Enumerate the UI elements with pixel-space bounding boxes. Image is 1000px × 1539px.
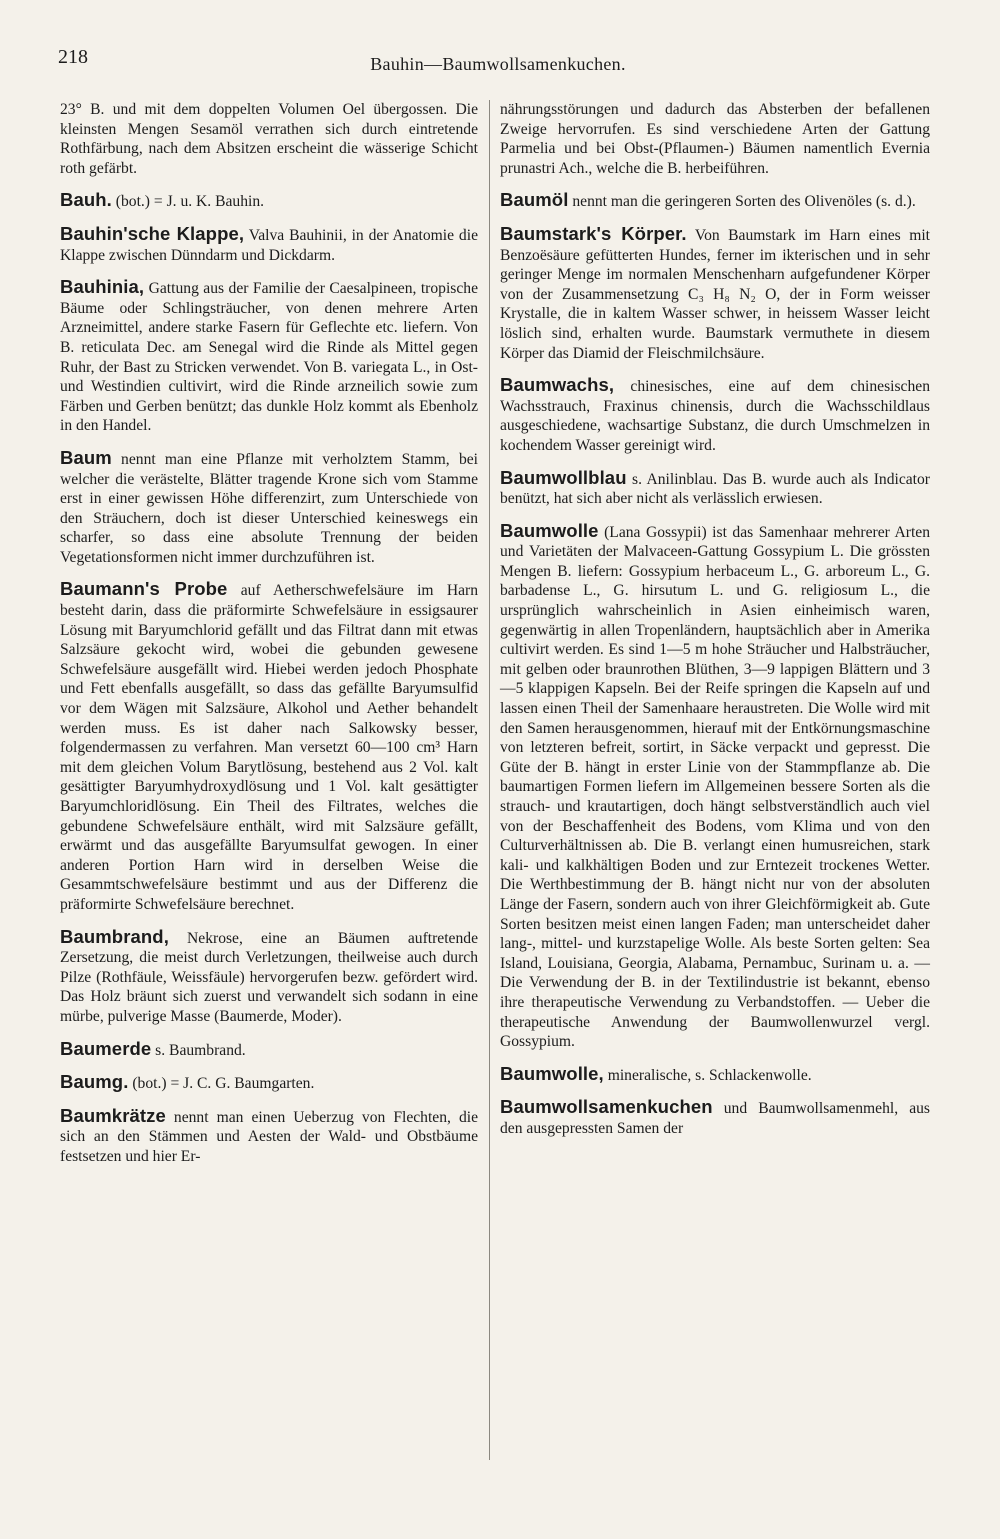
page-header (58, 46, 938, 76)
entry-paragraph (60, 100, 478, 178)
entry-headword: Baumerde (60, 1037, 152, 1059)
dictionary-entry (500, 1064, 930, 1086)
dictionary-entry (60, 1039, 478, 1061)
dictionary-entry (60, 1106, 478, 1167)
entry-paragraph (500, 224, 930, 363)
entry-headword: Baumwollsamenkuchen (500, 1096, 713, 1118)
entry-text: chinesisches, eine auf dem chinesischen Wachsstrauch, Fraxinus chinensis, durch die Wachsschildlaus ausgeschiedene, wachsartige Substanz, die durch Umschmelzen in kochendem Wasser gereinigt wird. (500, 378, 930, 454)
entry-paragraph (500, 1097, 930, 1138)
dictionary-entry (500, 521, 930, 1052)
entry-headword: Bauhin'sche Klappe, (60, 222, 245, 244)
entry-paragraph (60, 1106, 478, 1167)
right-column (500, 100, 930, 1151)
entry-text: nennt man eine Pflanze mit verholztem Stamm, bei welcher die verästelte, Blätter tragende Krone sich vom Stamme erst in einer gewissen Höhe differenzirt, zum Unterschiede von den Sträuchern, doch ist dieser Unterschied keineswegs ein scharfer, so dass eine absolute Trennung der beiden Vegetationsformen nicht immer durchzuführen ist. (60, 450, 478, 566)
running-title: Bauhin—Baumwollsamenkuchen. (370, 54, 626, 74)
page-number: 218 (58, 46, 88, 68)
dictionary-entry (500, 190, 930, 212)
entry-headword: Bauhinia, (60, 276, 145, 298)
dictionary-entry (60, 190, 478, 212)
entry-paragraph (500, 468, 930, 509)
entry-text: Nekrose, eine an Bäumen auftretende Zersetzung, die meist durch Verletzungen, theilweise auch durch Pilze (Rothfäule, Weissfäule) hervorgerufen bezw. gefördert wird. Das Holz bräunt sich zuerst und verwandelt sich sodann in eine mürbe, pulverige Masse (Baumerde, Moder). (60, 929, 478, 1025)
entry-text: Gattung aus der Familie der Caesalpineen, tropische Bäume oder Schlingsträucher, von denen mehrere Arten Arzneimittel, andere starke Fasern für Geflechte etc. liefern. Von B. reticulata Dec. am Senegal wird die Rinde als Mittel gegen Ruhr, der Bast zu Stricken verwendet. Von B. variegata L., in Ost- und Westindien cultivirt, wird die Rinde arzneilich sowie zum Färben und Gerben benützt; das dunkle Holz kommt als Ebenholz in den Handel. (60, 280, 478, 435)
dictionary-entry (60, 927, 478, 1027)
dictionary-entry (500, 375, 930, 455)
entry-text: nennt man die geringeren Sorten des Olivenöles (s. d.). (568, 193, 916, 211)
entry-paragraph (60, 1072, 478, 1094)
entry-paragraph (60, 927, 478, 1027)
entry-headword: Baumstark's Körper. (500, 222, 687, 244)
entry-text: s. Anilinblau. Das B. wurde auch als Indicator benützt, hat sich aber nicht als verlässlich erwiesen. (500, 470, 930, 508)
entry-headword: Baumg. (60, 1071, 129, 1093)
entry-paragraph (500, 100, 930, 178)
entry-paragraph (500, 190, 930, 212)
entry-headword: Baumwolle (500, 519, 599, 541)
entry-text: und Baumwollsamenmehl, aus den ausgepressten Samen der (500, 1100, 930, 1137)
entry-headword: Baumbrand, (60, 925, 169, 947)
entry-paragraph (60, 277, 478, 436)
entry-paragraph (60, 224, 478, 265)
column-divider (489, 100, 490, 1460)
dictionary-entry (60, 277, 478, 436)
entry-text: 23° B. und mit dem doppelten Volumen Oel übergossen. Die kleinsten Mengen Sesamöl verrathen sich durch eintretende Rothfärbung, nach dem Absitzen erscheint die wässerige Schicht roth gefärbt. (60, 101, 478, 177)
entry-text: nährungsstörungen und dadurch das Absterben der befallenen Zweige hervorrufen. Es sind verschiedene Arten der Gattung Parmelia und bei Obst-(Pflaumen-) Bäumen namentlich Evernia prunastri Ach., welche die B. herbeiführen. (500, 101, 930, 177)
dictionary-entry (60, 100, 478, 178)
dictionary-entry (500, 100, 930, 178)
entry-headword: Baumann's Probe (60, 578, 228, 600)
dictionary-entry (500, 1097, 930, 1138)
dictionary-entry (60, 448, 478, 568)
entry-text: mineralische, s. Schlackenwolle. (603, 1066, 812, 1084)
entry-text: s. Baumbrand. (151, 1041, 246, 1059)
left-column (60, 100, 478, 1179)
entry-paragraph (500, 1064, 930, 1086)
dictionary-entry (60, 224, 478, 265)
entry-text: Von Baumstark im Harn eines mit Benzoësäure gefütterten Hundes, ferner im ikterischen und in sehr geringer Menge im normalen Menschenharn aufgefundener Körper von der Zusammensetzung C₃ H₈ N₂ O, der in Form weisser Krystalle, die in kaltem Wasser schwer, in heissem Wasser leicht löslich sind, erhalten wurde. Baumstark vermuthete in diesem Körper das Diamid der Fleischmilchsäure. (500, 226, 931, 362)
entry-text: (bot.) = J. C. G. Baumgarten. (128, 1075, 315, 1093)
entry-headword: Baumwachs, (500, 374, 615, 396)
entry-text: (Lana Gossypii) ist das Samenhaar mehrerer Arten und Varietäten der Malvaceen-Gattung Gossypium L. Die grössten Mengen B. liefern: Gossypium herbaceum L., G. arboreum L., G. barbadense L., G. hirsutum L. und G. religiosum L., die ursprünglich wahrscheinlich in Asien einheimisch waren, gegenwärtig in allen Tropenländern, hauptsächlich aber in Amerika cultivirt werden. Es sind 1—5 m hohe Sträucher und Halbsträucher, mit gelben oder braunrothen Blüthen, 3—9 lappigen Blättern und 3—5 klappigen Kapseln. Bei der Reife springen die Kapseln auf und lassen einen Theil der Samenhaare heraustreten. Die Wolle wird mit den Samen herausgenommen, hierauf mit der Entkörnungsmaschine von letzteren befreit, sortirt, in Säcke verpackt und gepresst. Die Güte der B. hängt in erster Linie von der Stammpflanze ab. Die baumartigen Formen liefern im Allgemeinen bessere Sorten als die strauch- und krautartigen, doch hängt selbstverständlich auch viel von der Beschaffenheit des Bodens, vom Klima und von den Culturverhältnissen ab. Die B. verlangt einen humusreichen, stark kali- und kalkhältigen Boden und zur Erntezeit trockenes Wetter. Die Werthbestimmung der B. hängt nicht nur von der absoluten Länge der Fasern, sondern auch von ihrer Gleichförmigkeit ab. Gute Sorten besitzen meist einen langen Faden; man unterscheidet daher lang-, mittel- und kurzstapelige Wolle. Als beste Sorten gelten: Sea Island, Louisiana, Georgia, Alabama, Pernambuc, Surinam u. a. — Die Verwendung der B. in der Textilindustrie ist bekannt, ebenso ihre therapeutische Verwendung zu Verbandstoffen. — Ueber die therapeutische Anwendung der Baumwollenwurzel vergl. Gossypium. (500, 523, 930, 1051)
entry-paragraph (500, 521, 930, 1052)
entry-paragraph (60, 1039, 478, 1061)
entry-headword: Baumkrätze (60, 1104, 166, 1126)
dictionary-entry (500, 468, 930, 509)
dictionary-entry (500, 224, 930, 363)
entry-text: (bot.) = J. u. K. Bauhin. (111, 193, 265, 211)
entry-headword: Bauh. (60, 189, 112, 211)
entry-text: auf Aetherschwefelsäure im Harn besteht darin, dass die präformirte Schwefelsäure in essigsaurer Lösung mit Baryumchlorid gefällt und das Filtrat dann mit etwas Salzsäure gekocht wird, wobei die gebunden gewesene Schwefelsäure ausgefällt wird. Hiebei werden jedoch Phosphate und Fett ebenfalls ausgefällt, so dass das gefällte Baryumsulfid vor dem Wägen mit Salzsäure, Alkohol und Aether behandelt werden muss. Es ist daher nach Salkowsky besser, folgendermassen zu verfahren. Man versetzt 60—100 cm³ Harn mit dem gleichen Volum Barytlösung, bestehend aus 2 Vol. kalt gesättigter Baryumhydroxydlösung und 1 Vol. kalt gesättigter Baryumchloridlösung. Ein Theil des Filtrates, welches die gebundene Schwefelsäure enthält, wird mit Salzsäure gefällt, erwärmt und das ausgefällte Baryumsulfat gewogen. In einer anderen Portion Harn wird in derselben Weise die Gesammtschwefelsäure bestimmt und aus der Differenz die präformirte Schwefelsäure berechnet. (60, 582, 478, 913)
entry-text: nennt man einen Ueberzug von Flechten, die sich an den Stämmen und Aesten der Wald- und Obstbäume festsetzen und hier Er- (60, 1108, 478, 1165)
entry-headword: Baumöl (500, 189, 569, 211)
entry-paragraph (60, 448, 478, 568)
entry-headword: Baumwollblau (500, 466, 627, 488)
dictionary-entry (60, 579, 478, 914)
entry-paragraph (60, 190, 478, 212)
dictionary-entry (60, 1072, 478, 1094)
entry-headword: Baum (60, 446, 112, 468)
entry-headword: Baumwolle, (500, 1062, 604, 1084)
entry-text: Valva Bauhinii, in der Anatomie die Klappe zwischen Dünndarm und Dickdarm. (60, 226, 478, 264)
entry-paragraph (60, 579, 478, 914)
entry-paragraph (500, 375, 930, 455)
